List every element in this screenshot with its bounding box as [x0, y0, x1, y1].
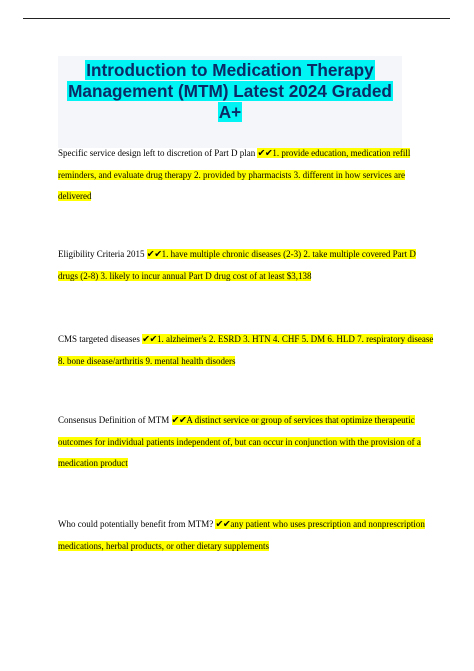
answer-text: 1. provide education, medication refill reminders, and evaluate drug therapy 2. provided by pharmacists 3. different in how services are delivered — [58, 148, 411, 201]
qa-item-1 — [58, 143, 438, 208]
question-text: CMS targeted diseases — [58, 334, 140, 344]
answer-text: 1. alzheimer's 2. ESRD 3. HTN 4. CHF 5. DM 6. HLD 7. respiratory disease 8. bone disease/arthritis 9. mental health disoders — [58, 334, 434, 366]
qa-item-5 — [58, 514, 438, 557]
double-check-icon: ✔✔ — [257, 148, 273, 159]
question-text: Eligibility Criteria 2015 — [58, 249, 145, 259]
qa-item-2 — [58, 244, 438, 287]
answer-text: any patient who uses prescription and nonprescription medications, herbal products, or other dietary supplements — [58, 519, 425, 551]
question-text: Specific service design left to discretion of Part D plan — [58, 148, 256, 158]
question-text: Consensus Definition of MTM — [58, 415, 170, 425]
answer-text: A distinct service or group of services that optimize therapeutic outcomes for individual patients independent of, but can occur in conjunction with the provision of a medication product — [58, 415, 421, 468]
qa-item-3 — [58, 329, 438, 372]
qa-item-4 — [58, 410, 438, 475]
double-check-icon: ✔✔ — [146, 249, 162, 260]
double-check-icon: ✔✔ — [142, 334, 157, 345]
answer-text: 1. have multiple chronic diseases (2-3) 2. take multiple covered Part D drugs (2-8) 3. likely to incur annual Part D drug cost of at least $3,138 — [58, 249, 416, 281]
title-text: Introduction to Medication Therapy Management (MTM) Latest 2024 Graded A+ — [68, 60, 392, 122]
top-divider — [23, 18, 450, 19]
question-text: Who could potentially benefit from MTM? — [58, 519, 214, 529]
double-check-icon: ✔✔ — [171, 415, 187, 426]
double-check-icon: ✔✔ — [215, 519, 231, 530]
document-title — [58, 60, 402, 123]
